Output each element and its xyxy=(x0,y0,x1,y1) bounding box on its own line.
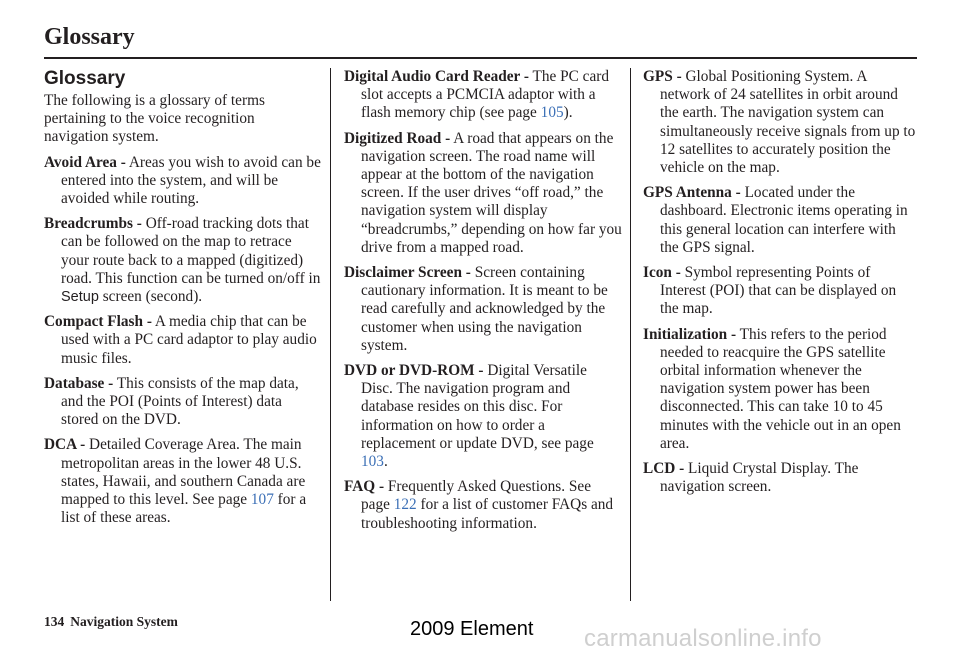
glossary-entry-icon xyxy=(643,264,918,319)
column-divider-1 xyxy=(330,68,331,601)
glossary-entry-lcd xyxy=(643,460,918,496)
glossary-definition: Global Positioning System. A network of 24 satellites in orbit around the earth. The navigation system can simultaneously receive signals from up to 12 satellites to accurately position the vehicle on the map. xyxy=(660,68,916,177)
glossary-term: Digital Audio Card Reader - xyxy=(344,68,529,85)
header-divider xyxy=(44,57,917,59)
page-number: 134 xyxy=(44,614,65,629)
column-1 xyxy=(44,68,322,534)
glossary-definition: Digital Versatile Disc. The navigation program and database resides on this disc. For information on how to order a replacement or update DVD, see page xyxy=(361,362,594,452)
page-link-105[interactable]: 105 xyxy=(540,104,564,122)
glossary-definition: Liquid Crystal Display. The navigation screen. xyxy=(660,460,859,496)
glossary-term: Icon - xyxy=(643,264,681,282)
glossary-definition: Off-road tracking dots that can be followed on the map to retrace your route back to a mapped (digitized) road. This function can be turned on/off in xyxy=(61,215,321,287)
glossary-entry-initialization xyxy=(643,326,918,453)
intro-paragraph: The following is a glossary of terms pertaining to the voice recognition navigation system. xyxy=(44,92,265,146)
glossary-definition-end: . xyxy=(383,453,388,471)
page-footer xyxy=(44,614,178,630)
site-watermark: carmanualsonline.info xyxy=(584,625,822,652)
glossary-term: Avoid Area - xyxy=(44,153,126,171)
glossary-term: DCA - xyxy=(44,436,86,454)
glossary-entry-dca xyxy=(44,436,322,527)
glossary-entry-digital-audio-card-reader xyxy=(344,68,622,123)
section-title: Glossary xyxy=(44,68,126,89)
glossary-definition: This consists of the map data, and the POI (Points of Interest) data stored on the DVD. xyxy=(61,374,299,429)
glossary-definition-end: for a list of these areas. xyxy=(61,491,307,527)
glossary-entry-gps xyxy=(643,68,918,177)
glossary-term: FAQ - xyxy=(344,478,385,496)
glossary-definition: Symbol representing Points of Interest (POI) that can be displayed on the map. xyxy=(660,264,897,318)
glossary-term: Breadcrumbs - xyxy=(44,215,142,233)
glossary-definition: Frequently Asked Questions. See page xyxy=(361,478,591,514)
glossary-term: GPS Antenna - xyxy=(643,184,741,202)
glossary-term: Disclaimer Screen - xyxy=(344,264,471,282)
glossary-definition: The PC card slot accepts a PCMCIA adaptor with a flash memory chip (see page xyxy=(361,68,609,122)
glossary-definition-end: for a list of customer FAQs and troubleshooting information. xyxy=(361,496,614,532)
glossary-entry-compact-flash xyxy=(44,313,322,368)
column-3 xyxy=(643,68,918,503)
glossary-definition: A media chip that can be used with a PC card adaptor to play audio music files. xyxy=(61,313,317,367)
glossary-definition: Detailed Coverage Area. The main metropolitan areas in the lower 48 U.S. states, Hawaii, and southern Canada are mapped to this level. See page xyxy=(61,436,306,509)
glossary-term: Initialization - xyxy=(643,325,737,343)
glossary-definition: This refers to the period needed to reacquire the GPS satellite orbital information whenever the navigation system power has been disconnected. This can take 10 to 45 minutes with the vehicle out in an open area. xyxy=(660,325,901,452)
glossary-entry-disclaimer-screen xyxy=(344,264,622,355)
glossary-definition-end: ). xyxy=(563,104,573,122)
glossary-entry-avoid-area xyxy=(44,154,322,209)
page-link-107[interactable]: 107 xyxy=(250,491,274,509)
glossary-entry-breadcrumbs xyxy=(44,215,322,306)
glossary-entry-digitized-road xyxy=(344,130,622,257)
glossary-term: Digitized Road - xyxy=(344,129,451,147)
glossary-entry-gps-antenna xyxy=(643,184,918,257)
glossary-definition: Areas you wish to avoid can be entered into the system, and will be avoided while routing. xyxy=(61,153,321,208)
setup-screen-name: Setup xyxy=(61,289,99,306)
glossary-entry-database xyxy=(44,375,322,430)
model-watermark: 2009 Element xyxy=(410,618,534,640)
glossary-term: Compact Flash - xyxy=(44,313,152,331)
glossary-entry-faq xyxy=(344,478,622,533)
glossary-term: LCD - xyxy=(643,460,685,478)
glossary-entry-dvd xyxy=(344,362,622,471)
page-header-title: Glossary xyxy=(44,24,135,50)
glossary-term: GPS - xyxy=(643,68,682,85)
glossary-term: Database - xyxy=(44,374,114,392)
glossary-definition-end: screen (second). xyxy=(98,288,203,306)
column-2 xyxy=(344,68,622,540)
column-divider-2 xyxy=(630,68,631,601)
glossary-definition: Screen containing cautionary information. It is meant to be read carefully and acknowledged by the customer when using the navigation system. xyxy=(361,264,608,354)
glossary-definition: A road that appears on the navigation screen. The road name will appear at the bottom of the navigation screen. If the user drives “off road,” the navigation system will display “breadcrumbs,” depending on how far you drive from a mapped road. xyxy=(361,129,622,256)
glossary-term: DVD or DVD-ROM - xyxy=(344,362,484,380)
page-link-122[interactable]: 122 xyxy=(393,496,417,514)
footer-section-name: Navigation System xyxy=(70,614,178,629)
glossary-definition: Located under the dashboard. Electronic items operating in this general location can interfere with the GPS signal. xyxy=(660,184,908,256)
page-link-103[interactable]: 103 xyxy=(361,453,384,471)
